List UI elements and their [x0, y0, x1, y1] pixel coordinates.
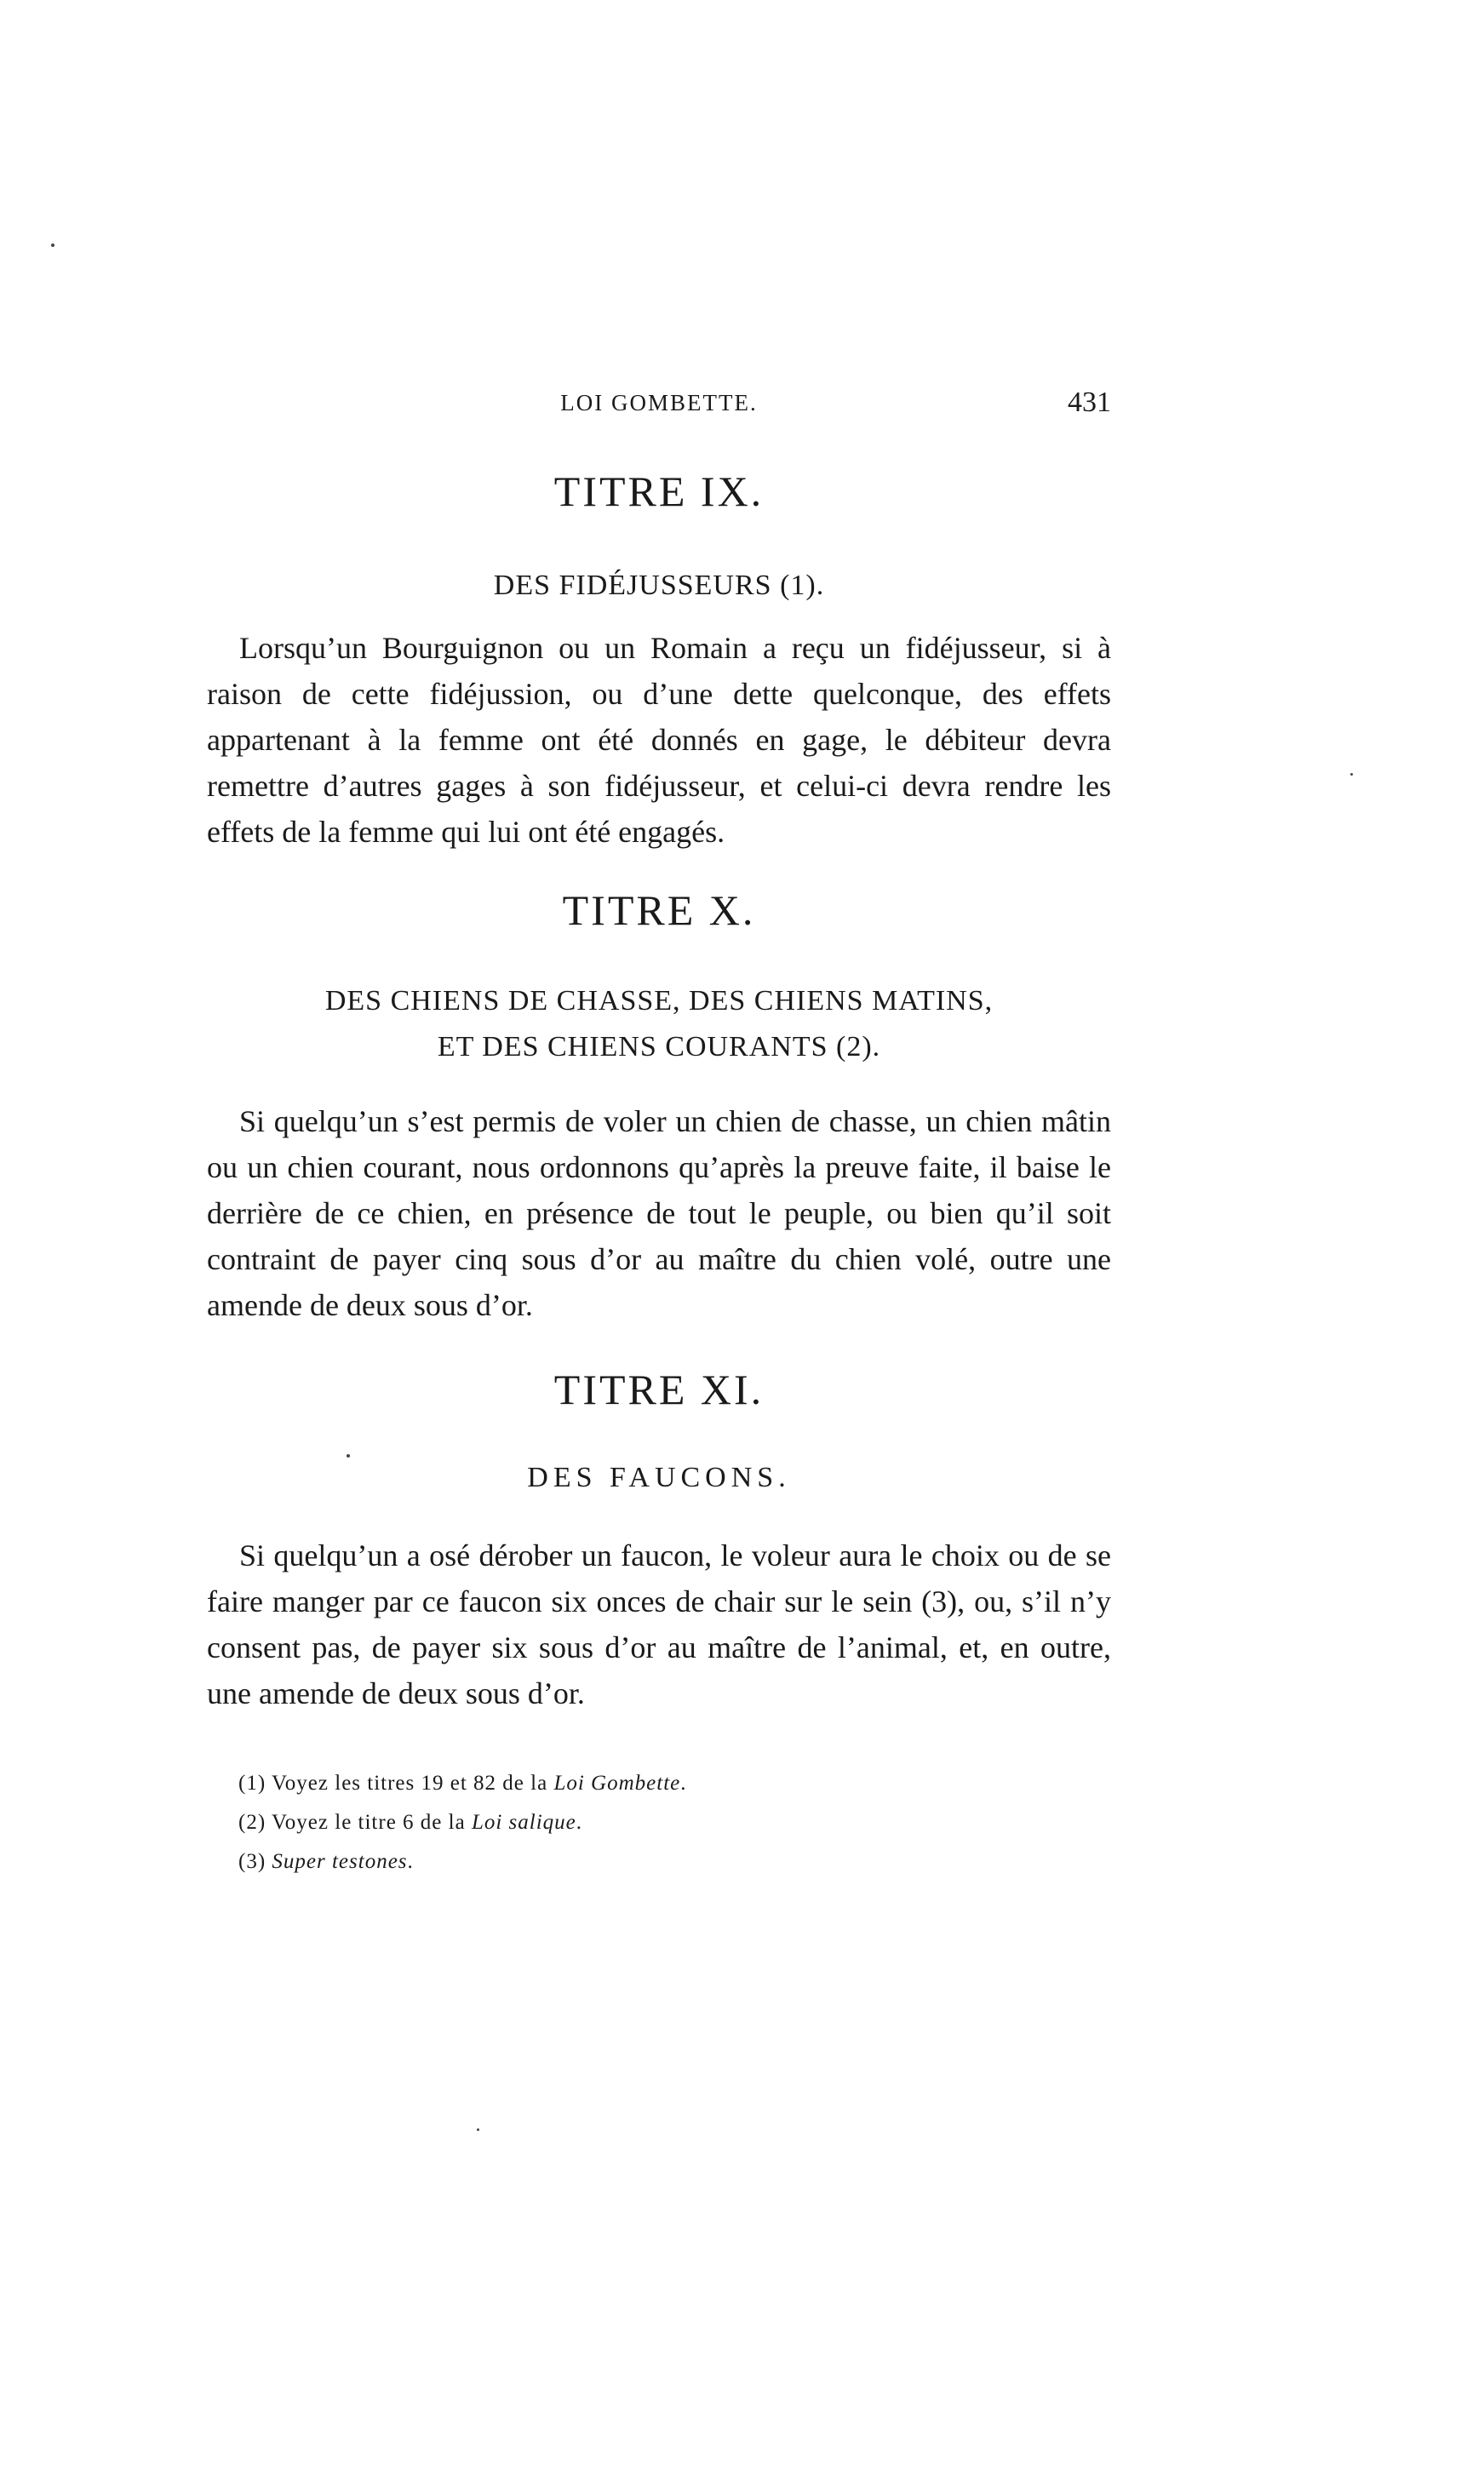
- section-body: Lorsqu’un Bourguignon ou un Romain a reçu un fidéjusseur, si à raison de cette fidéjussion, ou d’une dette quelconque, des effets appartenant à la femme ont été donnés en gage, le débiteur devra remettre d’autres gages à son fidéjusseur, et celui-ci devra rendre les effets de la femme qui lui ont été engagés.: [207, 631, 1111, 849]
- section-title: TITRE X.: [562, 886, 756, 934]
- footnote: [238, 1803, 1090, 1842]
- page-number: 431: [1068, 387, 1111, 418]
- scan-speck: [347, 1454, 350, 1458]
- running-title: LOI GOMBETTE.: [560, 390, 758, 415]
- section-subtitle: ET DES CHIENS COURANTS (2).: [437, 1031, 881, 1063]
- footnote-italic: Loi Gombette: [553, 1772, 681, 1795]
- scan-speck: [477, 2128, 479, 2131]
- footnote-text: Voyez le titre 6 de la: [271, 1811, 472, 1834]
- footnote-end: .: [576, 1811, 583, 1834]
- footnote: [238, 1842, 1090, 1882]
- footnote-italic: Loi salique: [471, 1811, 576, 1834]
- running-head: [207, 387, 1111, 424]
- footnote-marker: (2): [238, 1811, 266, 1834]
- section-body: Si quelqu’un a osé dérober un faucon, le voleur aura le choix ou de se faire manger par ce faucon six onces de chair sur le sein (3), ou, s’il n’y consent pas, de payer six sous d’or au maître de l’animal, et, en outre, une amende de deux sous d’or.: [207, 1538, 1111, 1710]
- footnote-end: .: [680, 1772, 687, 1795]
- scan-speck: [51, 243, 54, 247]
- section-body: Si quelqu’un s’est permis de voler un chien de chasse, un chien mâtin ou un chien courant, nous ordonnons qu’après la preuve faite, il baise le derrière de ce chien, en présence de tout le peuple, ou bien qu’il soit contraint de payer cinq sous d’or au maître du chien volé, outre une amende de deux sous d’or.: [207, 1104, 1111, 1322]
- scan-speck: [1350, 773, 1353, 776]
- footnotes: [238, 1764, 1090, 1882]
- footnote-marker: (1): [238, 1772, 266, 1795]
- footnote-text: Voyez les titres 19 et 82 de la: [271, 1772, 554, 1795]
- section-title: TITRE IX.: [553, 467, 765, 515]
- footnote-end: .: [407, 1850, 414, 1873]
- section-subtitle: DES FIDÉJUSSEURS (1).: [493, 570, 825, 601]
- footnote: [238, 1764, 1090, 1803]
- section-subtitle: DES CHIENS DE CHASSE, DES CHIENS MATINS,: [324, 985, 994, 1017]
- section-title: TITRE XI.: [553, 1366, 765, 1413]
- footnote-marker: (3): [238, 1850, 266, 1873]
- footnote-italic: Super testones: [272, 1850, 408, 1873]
- section-subtitle: DES FAUCONS.: [527, 1462, 791, 1493]
